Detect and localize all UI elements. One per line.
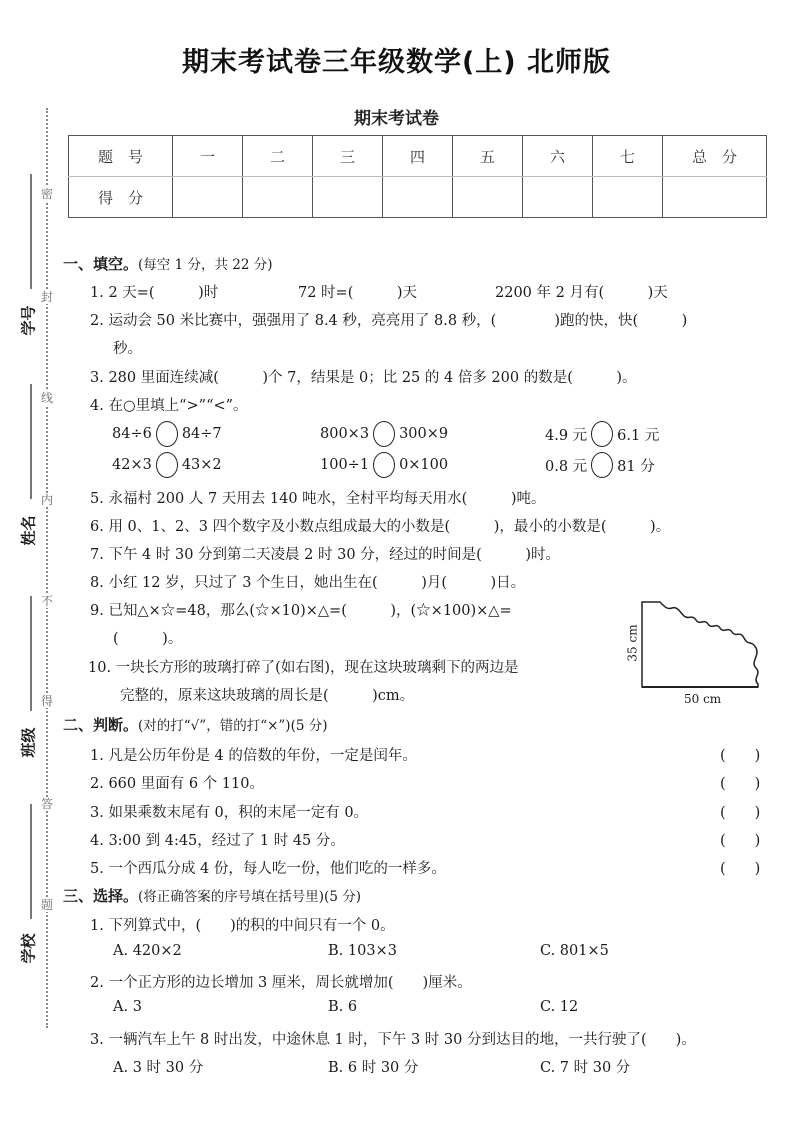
compare-right: 6.1 元	[617, 427, 660, 444]
seal-char-6: 得	[40, 694, 53, 708]
choice-question-3: 3. 一辆汽车上午 8 时出发，中途休息 1 时，下午 3 时 30 分到达目的地，一共行驶了( )。	[90, 1032, 696, 1048]
choice-3-option-c[interactable]: C. 7 时 30 分	[540, 1060, 631, 1076]
q1-1c: 2200 年 2 月有( )天	[495, 285, 668, 301]
cell-header-3: 三	[313, 136, 383, 177]
seal-char-5: 不	[40, 594, 53, 608]
section-1-note: (每空 1 分，共 22 分)	[138, 257, 273, 273]
q1-10-line2: 完整的，原来这块玻璃的周长是( )cm。	[120, 688, 415, 704]
compare-item	[545, 452, 655, 478]
seal-char-3: 线	[40, 391, 53, 405]
judge-item-4: 4. 3:00 到 4:45，经过了 1 时 45 分。	[90, 833, 345, 849]
name-label: 姓名	[19, 515, 38, 546]
cell-header-4: 四	[383, 136, 453, 177]
compare-circle[interactable]	[373, 452, 395, 478]
judge-answer-box-2[interactable]: ( )	[720, 776, 761, 792]
section-3-heading: 三、选择。	[63, 887, 139, 905]
q1-10-line1: 10. 一块长方形的玻璃打碎了(如右图)，现在这块玻璃剩下的两边是	[88, 660, 519, 676]
choice-question-1: 1. 下列算式中，( )的积的中间只有一个 0。	[90, 918, 395, 934]
student-id-label: 学号	[19, 305, 38, 336]
choice-2-option-a[interactable]: A. 3	[113, 999, 142, 1015]
choice-3-option-a[interactable]: A. 3 时 30 分	[113, 1060, 204, 1076]
q1-7: 7. 下午 4 时 30 分到第二天凌晨 2 时 30 分，经过的时间是( )时。	[90, 547, 560, 563]
school-label: 学校	[19, 933, 38, 964]
cell-header-5: 五	[453, 136, 523, 177]
seal-char-1: 密	[40, 187, 53, 201]
choice-question-2: 2. 一个正方形的边长增加 3 厘米，周长就增加( )厘米。	[90, 975, 472, 991]
judge-answer-box-4[interactable]: ( )	[720, 833, 761, 849]
compare-item	[112, 452, 222, 478]
school-line	[30, 804, 32, 919]
binding-dotted-line	[46, 108, 48, 1028]
section-1-heading: 一、填空。	[63, 255, 139, 273]
q1-9-line2: ( )。	[113, 631, 183, 647]
cell-header-7: 七	[593, 136, 663, 177]
score-cell-7[interactable]	[593, 177, 663, 218]
q1-2-line1: 2. 运动会 50 米比赛中，强强用了 8.4 秒，亮亮用了 8.8 秒，( )跑的快，快( )	[90, 313, 688, 329]
section-1-header	[63, 253, 272, 274]
compare-item	[545, 421, 659, 447]
exam-subtitle: 期末考试卷	[354, 109, 439, 129]
q1-1a: 1. 2 天=( )时	[90, 285, 219, 301]
compare-item	[320, 452, 448, 478]
q1-4-prompt: 4. 在○里填上“>”“<”。	[90, 398, 248, 414]
seal-char-4: 内	[40, 493, 53, 507]
seal-char-7: 答	[40, 797, 53, 811]
score-cell-6[interactable]	[523, 177, 593, 218]
q1-9-line1: 9. 已知△×☆=48，那么(☆×10)×△=( )，(☆×100)×△=	[90, 603, 512, 619]
compare-right: 0×100	[399, 457, 449, 473]
figure-height-label: 35 cm	[625, 624, 640, 662]
compare-left: 800×3	[320, 426, 370, 442]
judge-answer-box-5[interactable]: ( )	[720, 861, 761, 877]
compare-circle[interactable]	[591, 421, 613, 447]
compare-left: 42×3	[112, 457, 152, 473]
name-line	[30, 384, 32, 499]
judge-item-3: 3. 如果乘数末尾有 0，积的末尾一定有 0。	[90, 805, 369, 821]
score-cell-3[interactable]	[313, 177, 383, 218]
section-3-note: (将正确答案的序号填在括号里)(5 分)	[138, 889, 361, 905]
compare-right: 84÷7	[181, 426, 222, 442]
compare-left: 0.8 元	[545, 458, 588, 475]
section-2-heading: 二、判断。	[63, 716, 139, 734]
cell-score-label: 得 分	[69, 177, 173, 218]
section-2-note: (对的打“√”，错的打“×”)(5 分)	[138, 718, 328, 734]
section-2-header	[63, 714, 327, 735]
compare-right: 300×9	[399, 426, 449, 442]
cell-header-2: 二	[243, 136, 313, 177]
class-label: 班级	[19, 727, 38, 758]
score-table-score-row	[69, 177, 767, 218]
judge-answer-box-1[interactable]: ( )	[720, 748, 761, 764]
score-table	[68, 135, 767, 218]
choice-3-option-b[interactable]: B. 6 时 30 分	[328, 1060, 419, 1076]
q1-8: 8. 小红 12 岁，只过了 3 个生日，她出生在( )月( )日。	[90, 575, 526, 591]
section-3-header	[63, 885, 361, 906]
choice-1-option-a[interactable]: A. 420×2	[113, 943, 182, 959]
broken-glass-figure	[622, 596, 782, 714]
score-cell-2[interactable]	[243, 177, 313, 218]
compare-item	[112, 421, 222, 447]
q1-2-line2: 秒。	[113, 341, 142, 357]
choice-1-option-c[interactable]: C. 801×5	[540, 943, 609, 959]
compare-left: 100÷1	[320, 457, 370, 473]
seal-char-2: 封	[40, 290, 53, 304]
judge-item-1: 1. 凡是公历年份是 4 的倍数的年份，一定是闰年。	[90, 748, 417, 764]
score-table-header-row	[69, 136, 767, 177]
cell-question-number-label: 题 号	[69, 136, 173, 177]
score-cell-total[interactable]	[663, 177, 767, 218]
compare-item	[320, 421, 448, 447]
figure-width-label: 50 cm	[684, 692, 722, 706]
q1-6: 6. 用 0、1、2、3 四个数字及小数点组成最大的小数是( )，最小的小数是( )。	[90, 519, 671, 535]
choice-2-option-c[interactable]: C. 12	[540, 999, 579, 1015]
score-cell-4[interactable]	[383, 177, 453, 218]
compare-circle[interactable]	[156, 452, 178, 478]
compare-right: 81 分	[617, 458, 655, 475]
judge-item-2: 2. 660 里面有 6 个 110。	[90, 776, 264, 792]
compare-circle[interactable]	[156, 421, 178, 447]
compare-circle[interactable]	[373, 421, 395, 447]
cell-header-6: 六	[523, 136, 593, 177]
choice-2-option-b[interactable]: B. 6	[328, 999, 358, 1015]
score-cell-5[interactable]	[453, 177, 523, 218]
score-cell-1[interactable]	[173, 177, 243, 218]
judge-answer-box-3[interactable]: ( )	[720, 805, 761, 821]
seal-char-8: 题	[40, 898, 53, 912]
compare-circle[interactable]	[591, 452, 613, 478]
compare-left: 4.9 元	[545, 427, 588, 444]
compare-right: 43×2	[181, 457, 222, 473]
choice-1-option-b[interactable]: B. 103×3	[328, 943, 397, 959]
judge-item-5: 5. 一个西瓜分成 4 份，每人吃一份，他们吃的一样多。	[90, 861, 446, 877]
compare-left: 84÷6	[112, 426, 152, 442]
q1-5: 5. 永福村 200 人 7 天用去 140 吨水，全村平均每天用水( )吨。	[90, 491, 546, 507]
q1-1b: 72 时=( )天	[298, 285, 418, 301]
cell-header-total: 总 分	[663, 136, 767, 177]
exam-title: 期末考试卷三年级数学(上) 北师版	[181, 47, 612, 78]
q1-3: 3. 280 里面连续减( )个 7，结果是 0；比 25 的 4 倍多 200 的数是( )。	[90, 370, 637, 386]
cell-header-1: 一	[173, 136, 243, 177]
class-line	[30, 596, 32, 711]
student-id-line	[30, 174, 32, 289]
